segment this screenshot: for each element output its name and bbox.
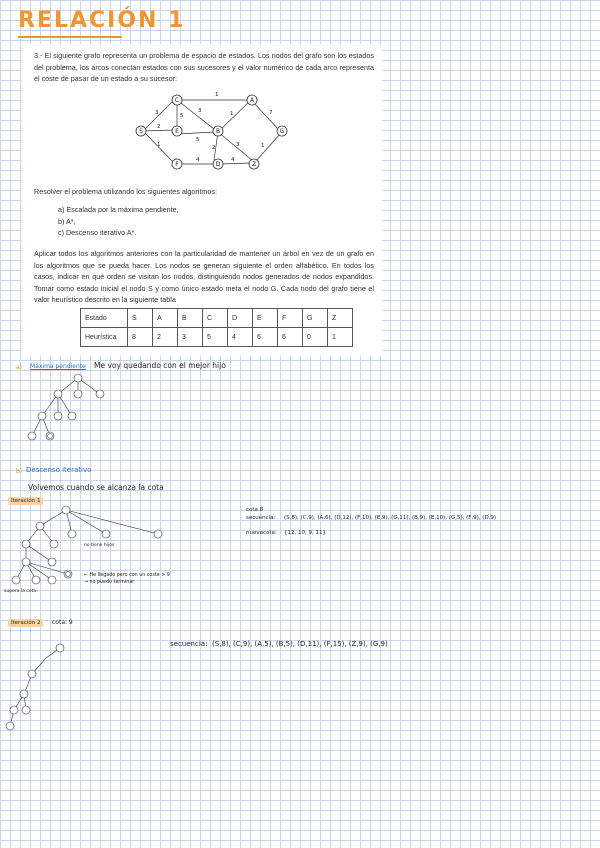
edge-cost-b-a: 1 [230,111,234,117]
graph-node-c: C [174,97,180,104]
table-cell: 6 [253,328,278,347]
table-cell: 5 [203,328,228,347]
graph-node-b: B [215,128,221,135]
edge-cost-b-z: 3 [236,142,240,148]
table-cell: 4 [228,328,253,347]
hill-climbing-tree [20,372,110,446]
edge-cost-b-d: 2 [212,145,216,151]
cota-2: cota: 9 [52,619,73,626]
edge-cost-e-b: 5 [196,137,200,143]
table-cell: D [228,309,253,328]
graph-node-f: F [175,161,179,168]
table-row [81,309,353,328]
edge-cost-s-e: 2 [157,124,161,130]
table-cell: B [178,309,203,328]
table-cell: Heurística [81,328,128,347]
problem-statement: 3.- El siguiente grafo representa un problema de espacio de estados. Los nodos del grafo son los estados del problema, los arcos conectan estados con sus sucesores y el valor numérico de cada arco representa el coste de pasar de un estado a su sucesor: [34,51,374,83]
algorithm-list [58,204,179,239]
graph-node-d: D [215,161,221,168]
table-cell: Estado [81,309,128,328]
edge-cost-c-b: 3 [198,108,202,114]
edge-cost-a-g: 7 [269,110,273,116]
instructions: Aplicar todos los algoritmos anteriores con la particularidad de mantener un árbol en vez de un grafo en los algoritmos que se pueda hacer. Los nodos se generan siguiente el orden alfabético. En todos los casos, indicar en qué orden se visitan los nodos, distinguiendo nodos generados de nodos expandidos. Tomar como estado inicial el nodo S y como único estado meta el nodo G. Cada nodo del grafo tiene el valor heurístico descrito en la siguiente tabla [34,249,374,304]
table-cell: 8 [128,328,153,347]
section-b-note: Volvemos cuando se alcanza la cota [28,483,164,492]
list-item: b) A*, [58,216,76,226]
edge-cost-c-a: 1 [215,92,219,98]
new-limit-label: nuevacota: [246,530,277,536]
edge-cost-d-z: 4 [231,157,235,163]
edge-cost-f-d: 4 [196,157,200,163]
list-item: a) Escalada por la máxima pendiente, [58,205,179,214]
solve-intro: Resolver el problema utilizando los siguientes algoritmos: [34,187,217,196]
table-cell: A [153,309,178,328]
edge-cost-z-g: 1 [261,143,265,149]
table-cell: C [203,309,228,328]
graph-node-s: S [139,128,143,135]
heuristic-table [80,308,353,347]
section-a-note: Me voy quedando con el mejor hijo [94,361,226,370]
table-cell: F [278,309,303,328]
exceeds-limit-note: supera la cota [4,589,37,594]
edge-cost-c-e: 5 [180,113,184,119]
graph-node-z: Z [251,161,257,168]
table-cell: Z [328,309,353,328]
sequence-2: (S,8), (C,9), (A,5), (B,5), (D,11), (F,15), (Z,9), (G,9) [212,640,388,648]
state-space-graph [130,90,300,172]
table-cell: G [303,309,328,328]
graph-node-e: E [175,128,179,135]
section-a-label: a) [16,364,23,371]
table-cell: E [253,309,278,328]
list-item: c) Descenso iterativo A*. [58,228,137,237]
graph-node-a: A [249,97,255,104]
title-underline [18,36,122,38]
new-limit-values: {12, 10, 9, 11} [284,530,326,536]
iteration-2-tag: Iteración 2 [8,619,43,627]
edge-cost-s-f: 1 [157,142,161,148]
table-cell: 6 [278,328,303,347]
ida-tree-iteration-2 [4,642,74,732]
no-children-note: no tiene hijos [84,543,115,548]
sequence-1: (S,8), (C,9), (A,6), (D,12), (F,10), (E,9), (G,11), (B,9), (E,10), (G,5), (F,9), (D,9) [284,515,497,521]
section-b-label: b) [16,468,23,475]
graph-node-g: G [279,128,285,135]
table-cell: 0 [303,328,328,347]
goal-reached-note: ← He llegado pero con un coste > 9 → no puedo terminar [84,573,170,585]
table-cell: 1 [328,328,353,347]
page-title: RELACIÓN 1 [18,8,186,33]
iteration-1-tag: Iteración 1 [8,497,43,505]
edge-cost-s-c: 3 [155,110,159,116]
table-cell: 3 [178,328,203,347]
table-cell: 2 [153,328,178,347]
section-a-title: Máxima pendiente [30,363,86,370]
sequence-2-label: secuencia: [170,640,208,648]
section-b-title: Descenso iterativo [26,466,92,474]
sequence-1-label: secuencia: [246,515,276,521]
table-row [81,328,353,347]
cota-1: cota 8 [246,507,264,513]
table-cell: S [128,309,153,328]
